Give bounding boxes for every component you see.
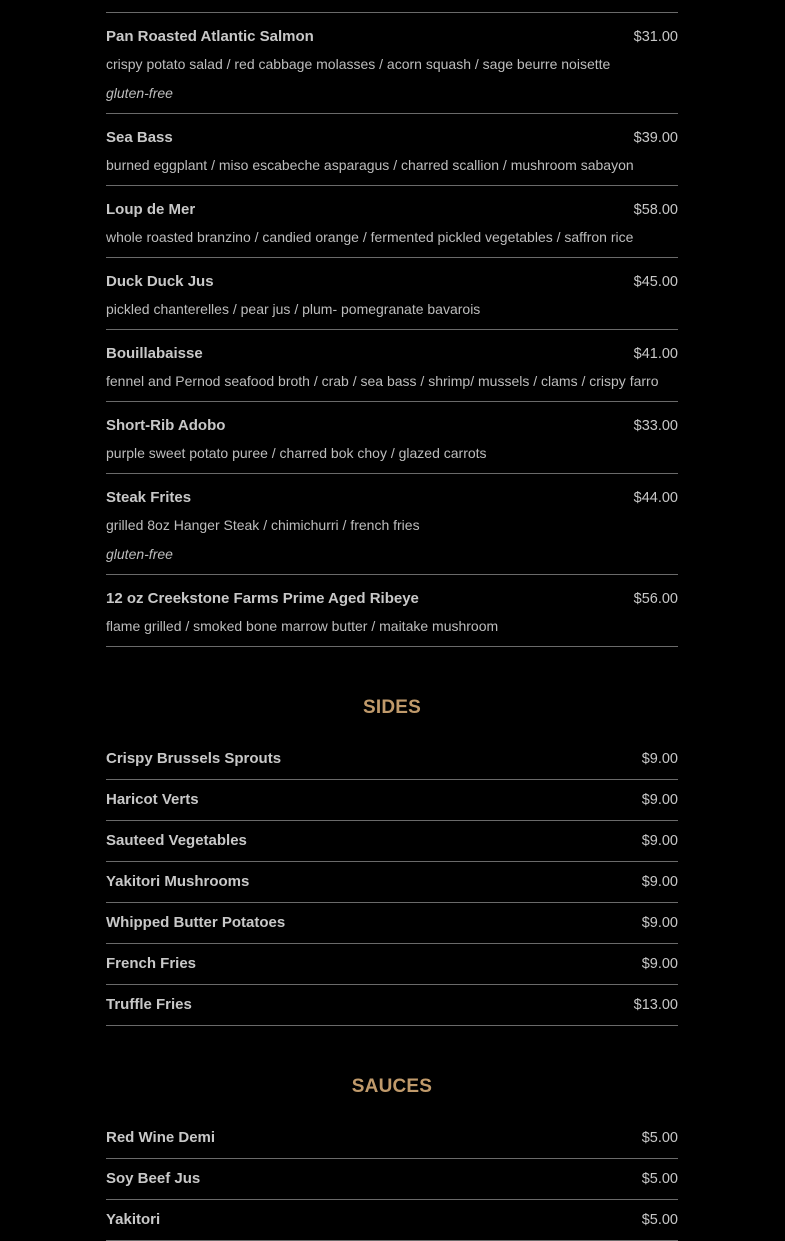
item-name: Pan Roasted Atlantic Salmon xyxy=(106,28,314,45)
menu-item xyxy=(106,402,678,474)
item-name: Yakitori xyxy=(106,1211,161,1228)
menu-item xyxy=(106,575,678,647)
side-item xyxy=(106,903,678,944)
item-price: $5.00 xyxy=(641,1212,678,1228)
item-price: $5.00 xyxy=(641,1171,678,1187)
item-name: French Fries xyxy=(106,955,197,972)
item-name: Haricot Verts xyxy=(106,791,199,808)
side-item xyxy=(106,944,678,985)
menu-item xyxy=(106,13,678,114)
item-description: pickled chanterelles / pear jus / plum- pomegranate bavarois xyxy=(106,301,481,317)
dietary-tag: gluten-free xyxy=(106,85,173,101)
item-name: Duck Duck Jus xyxy=(106,273,214,290)
menu-item xyxy=(106,258,678,330)
item-name: Soy Beef Jus xyxy=(106,1170,201,1187)
item-name: Truffle Fries xyxy=(106,996,192,1013)
menu-item xyxy=(106,114,678,186)
menu-item xyxy=(106,186,678,258)
item-price: $5.00 xyxy=(641,1130,678,1146)
item-price: $58.00 xyxy=(633,202,678,218)
side-item xyxy=(106,780,678,821)
item-name: Sauteed Vegetables xyxy=(106,832,247,849)
item-price: $9.00 xyxy=(641,915,678,931)
side-item xyxy=(106,985,678,1026)
menu-item xyxy=(106,474,678,575)
sauce-item xyxy=(106,1159,678,1200)
item-description: grilled 8oz Hanger Steak / chimichurri / french fries xyxy=(106,517,420,533)
item-name: Steak Frites xyxy=(106,489,192,506)
item-description: flame grilled / smoked bone marrow butter / maitake mushroom xyxy=(106,618,499,634)
item-name: Whipped Butter Potatoes xyxy=(106,914,286,931)
item-price: $9.00 xyxy=(641,956,678,972)
item-price: $33.00 xyxy=(633,418,678,434)
item-description: fennel and Pernod seafood broth / crab / sea bass / shrimp/ mussels / clams / crispy farro xyxy=(106,373,659,389)
item-name: 12 oz Creekstone Farms Prime Aged Ribeye xyxy=(106,590,419,607)
sides-heading: SIDES xyxy=(362,697,422,718)
sauce-item xyxy=(106,1129,678,1159)
item-description: crispy potato salad / red cabbage molasses / acorn squash / sage beurre noisette xyxy=(106,56,611,72)
item-name: Crispy Brussels Sprouts xyxy=(106,750,282,767)
item-name: Bouillabaisse xyxy=(106,345,203,362)
item-name: Yakitori Mushrooms xyxy=(106,873,250,890)
sauces-list xyxy=(106,1129,678,1241)
item-price: $9.00 xyxy=(641,792,678,808)
item-description: burned eggplant / miso escabeche asparagus / charred scallion / mushroom sabayon xyxy=(106,157,634,173)
dietary-tag: gluten-free xyxy=(106,546,173,562)
item-name: Short-Rib Adobo xyxy=(106,417,226,434)
item-price: $56.00 xyxy=(633,591,678,607)
item-price: $41.00 xyxy=(633,346,678,362)
item-name: Loup de Mer xyxy=(106,201,196,218)
side-item xyxy=(106,862,678,903)
item-price: $39.00 xyxy=(633,130,678,146)
item-name: Sea Bass xyxy=(106,129,173,146)
menu-item xyxy=(106,330,678,402)
item-price: $45.00 xyxy=(633,274,678,290)
item-price: $31.00 xyxy=(633,29,678,45)
mains-list xyxy=(106,13,678,647)
sides-list xyxy=(106,750,678,1026)
previous-item-cutoff xyxy=(106,0,678,13)
item-price: $13.00 xyxy=(633,997,678,1013)
item-name: Red Wine Demi xyxy=(106,1129,216,1146)
side-item xyxy=(106,750,678,780)
item-price: $9.00 xyxy=(641,833,678,849)
item-price: $9.00 xyxy=(641,874,678,890)
item-price: $9.00 xyxy=(641,751,678,767)
item-price: $44.00 xyxy=(633,490,678,506)
sauces-heading: SAUCES xyxy=(351,1076,433,1097)
item-description: whole roasted branzino / candied orange / fermented pickled vegetables / saffron rice xyxy=(106,229,634,245)
side-item xyxy=(106,821,678,862)
menu-container xyxy=(106,0,678,1241)
item-description: purple sweet potato puree / charred bok choy / glazed carrots xyxy=(106,445,487,461)
